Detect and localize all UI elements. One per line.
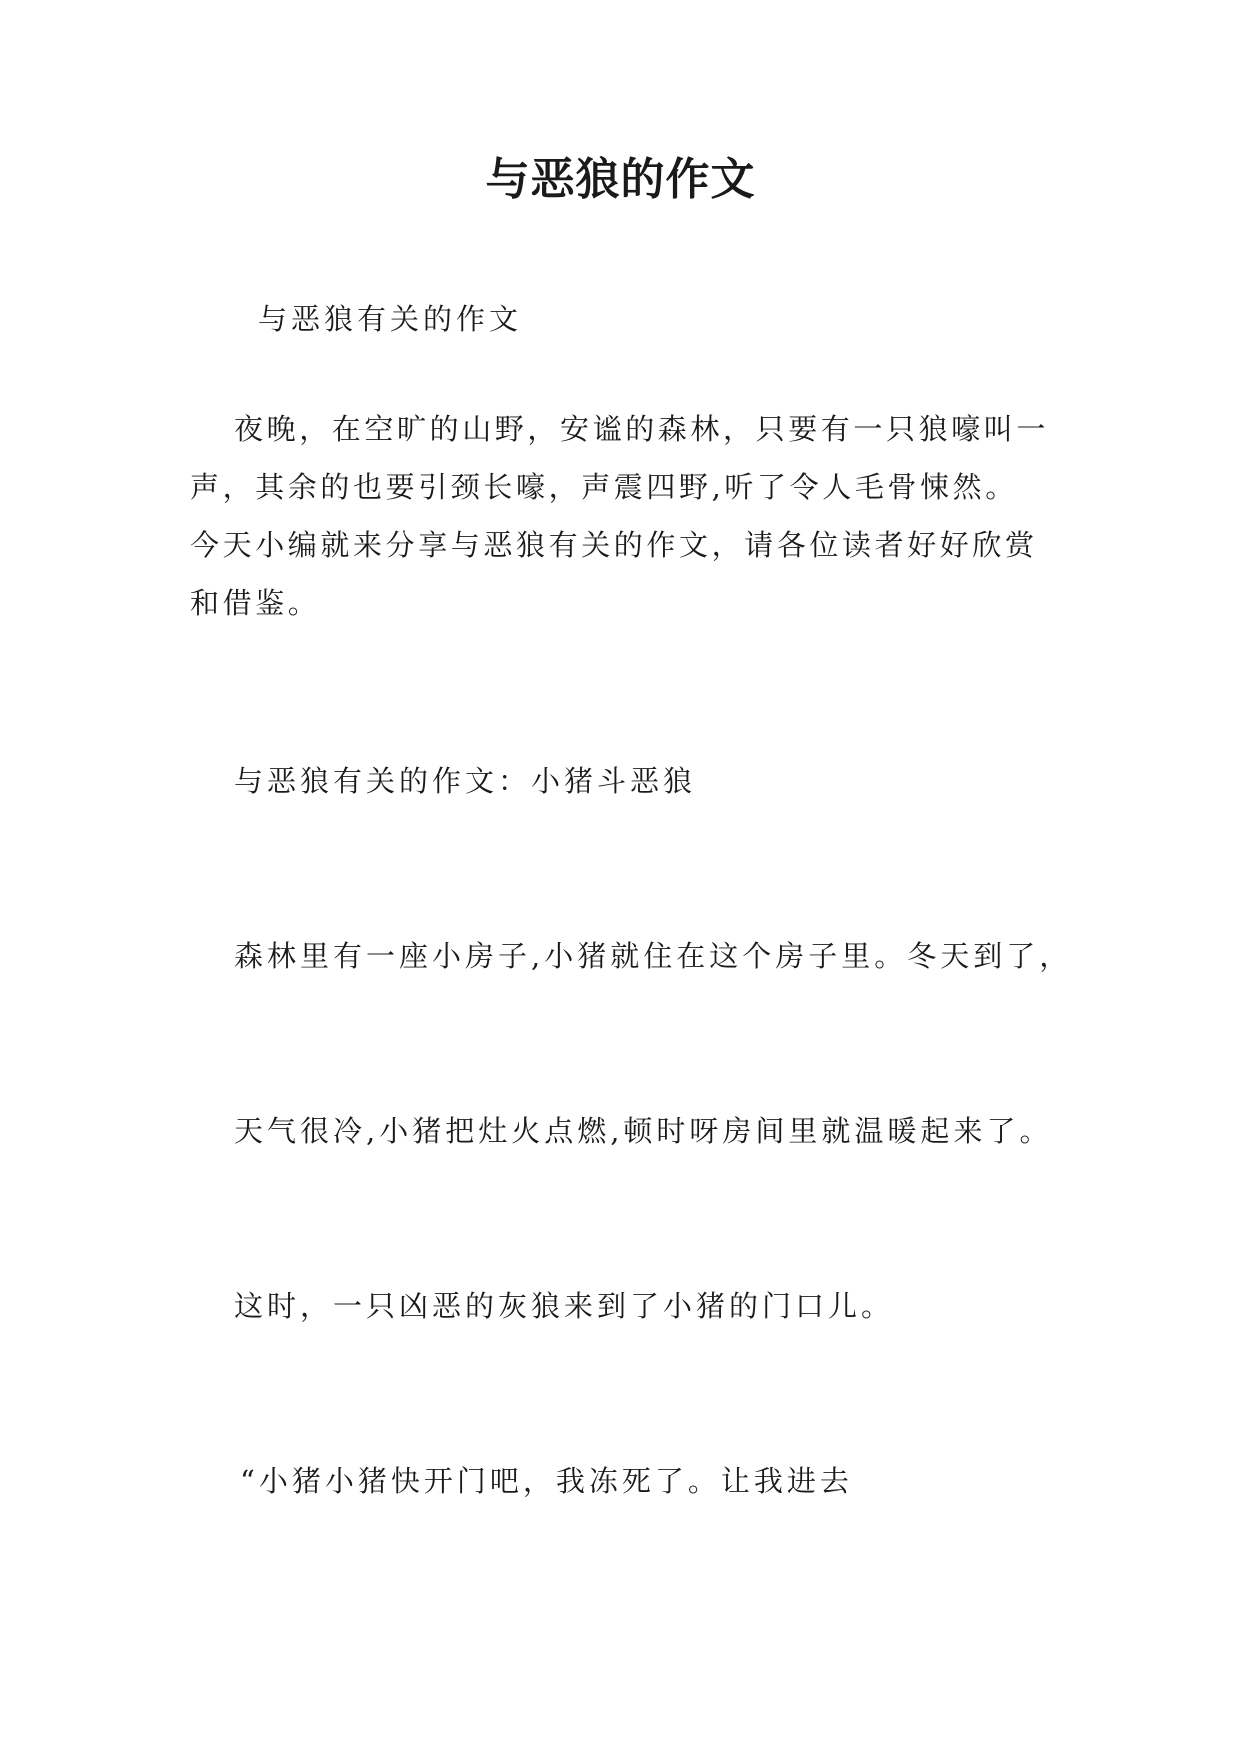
intro-line: 和借鉴。 [190, 586, 321, 620]
document-subtitle: 与恶狼有关的作文 [258, 302, 523, 336]
document-title: 与恶狼的作文 [485, 154, 756, 205]
intro-paragraph [190, 400, 1060, 632]
body-paragraph: “小猪小猪快开门吧，我冻死了。让我进去 [240, 1464, 853, 1498]
body-paragraph: 森林里有一座小房子,小猪就住在这个房子里。冬天到了， [234, 939, 1073, 973]
section-heading: 与恶狼有关的作文：小猪斗恶狼 [234, 764, 697, 798]
intro-line: 声，其余的也要引颈长嚎，声震四野,听了令人毛骨悚然。 [190, 470, 1018, 504]
intro-line: 夜晚，在空旷的山野，安谧的森林，只要有一只狼嚎叫一 [234, 412, 1050, 446]
intro-line: 今天小编就来分享与恶狼有关的作文，请各位读者好好欣赏 [190, 528, 1038, 562]
body-paragraph: 天气很冷,小猪把灶火点燃,顿时呀房间里就温暖起来了。 [234, 1114, 1053, 1148]
body-paragraph: 这时，一只凶恶的灰狼来到了小猪的门口儿。 [234, 1289, 895, 1323]
